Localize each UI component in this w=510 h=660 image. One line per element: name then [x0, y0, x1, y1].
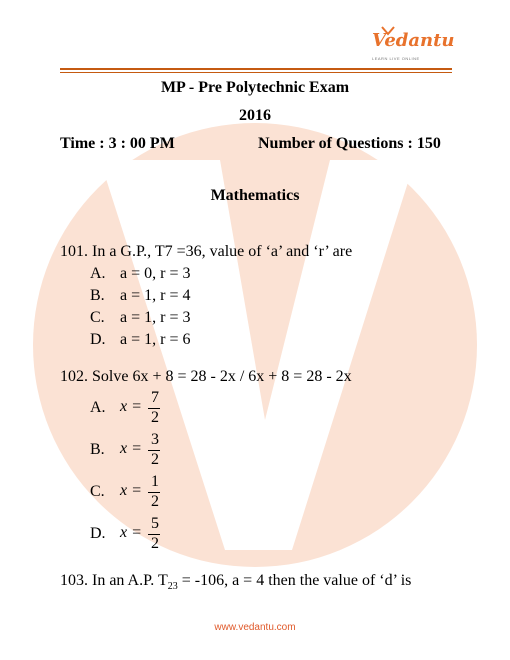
footer-website: www.vedantu.com [214, 622, 296, 633]
option-letter: D. [90, 525, 106, 542]
question-102: 102. Solve 6x + 8 = 28 - 2x / 6x + 8 = 28 - 2x [60, 368, 352, 385]
option-text: a = 1, r = 4 [120, 287, 191, 304]
fraction-lhs: x = [120, 398, 142, 415]
fraction-denominator: 2 [151, 493, 159, 510]
exam-title: MP - Pre Polytechnic Exam [160, 79, 350, 96]
option-letter: D. [90, 331, 106, 348]
exam-time: Time : 3 : 00 PM [60, 135, 175, 152]
subject-heading: Mathematics [210, 187, 300, 204]
vedantu-logo [362, 30, 455, 68]
option-text: a = 1, r = 6 [120, 331, 191, 348]
fraction-denominator: 2 [151, 409, 159, 426]
fraction-denominator: 2 [151, 535, 159, 552]
header-rule [60, 68, 452, 70]
header-rule-thin [60, 72, 452, 73]
fraction-lhs: x = [120, 524, 142, 541]
question-count: Number of Questions : 150 [258, 135, 441, 152]
fraction-lhs: x = [120, 440, 142, 457]
option-letter: B. [90, 287, 105, 304]
fraction-denominator: 2 [151, 451, 159, 468]
exam-year: 2016 [239, 107, 271, 124]
question-103 [60, 572, 411, 596]
question-103-suffix: = -106, a = 4 then the value of ‘d’ is [177, 572, 412, 589]
fraction-numerator: 1 [151, 473, 159, 490]
question-103-subscript: 23 [167, 581, 178, 593]
option-letter: C. [90, 483, 105, 500]
fraction-lhs: x = [120, 482, 142, 499]
option-letter: B. [90, 441, 105, 458]
option-letter: A. [90, 399, 106, 416]
question-103-prefix: 103. In an A.P. T [60, 572, 168, 589]
option-text: a = 0, r = 3 [120, 265, 191, 282]
logo-name: Vedantu [372, 30, 455, 51]
fraction-numerator: 7 [151, 389, 159, 406]
option-letter: A. [90, 265, 106, 282]
option-text: a = 1, r = 3 [120, 309, 191, 326]
fraction-numerator: 3 [151, 431, 159, 448]
fraction-numerator: 5 [151, 515, 159, 532]
logo-tagline: LEARN LIVE ONLINE [372, 56, 420, 61]
question-101: 101. In a G.P., T7 =36, value of ‘a’ and ‘r’ are [60, 243, 353, 260]
option-letter: C. [90, 309, 105, 326]
